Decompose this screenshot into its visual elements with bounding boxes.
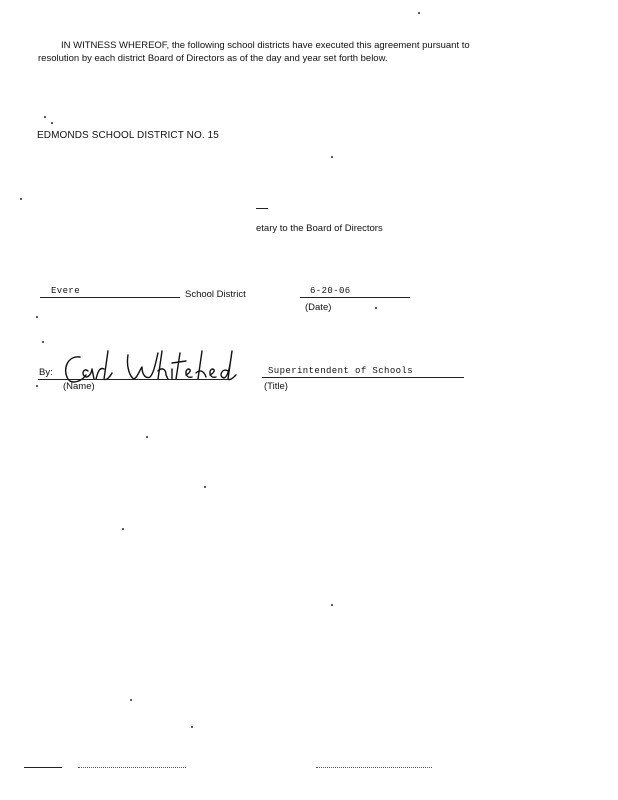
footer-rule-mid <box>78 767 186 768</box>
date-rule <box>300 297 410 298</box>
footer-rule-left <box>24 767 62 768</box>
scan-speck <box>36 316 38 318</box>
scan-speck <box>375 307 377 309</box>
scan-speck <box>51 122 53 124</box>
scan-speck <box>42 341 44 343</box>
title-rule <box>262 377 464 378</box>
title-value: Superintendent of Schools <box>268 366 414 376</box>
short-dash <box>256 208 268 209</box>
scan-speck <box>130 699 132 701</box>
title-label: (Title) <box>264 381 288 392</box>
district-suffix: School District <box>185 289 246 300</box>
name-label: (Name) <box>63 381 95 392</box>
scan-speck <box>204 486 206 488</box>
footer-rule-right <box>316 767 432 768</box>
secretary-label: etary to the Board of Directors <box>256 223 383 234</box>
witness-line-1: IN WITNESS WHEREOF, the following school districts have executed this agreement pursuant to <box>61 40 470 51</box>
scan-speck <box>122 528 124 530</box>
witness-line-2: resolution by each district Board of Directors as of the day and year set forth below. <box>38 53 388 64</box>
scan-speck <box>331 604 333 606</box>
date-value: 6-20-06 <box>310 286 351 296</box>
district-name-handwritten: Evere <box>51 286 81 296</box>
name-rule <box>38 379 228 380</box>
scan-speck <box>44 116 46 118</box>
scan-speck <box>331 156 333 158</box>
by-label: By: <box>39 367 53 378</box>
date-label: (Date) <box>305 302 332 313</box>
scan-speck <box>418 12 420 14</box>
scan-speck <box>20 198 22 200</box>
district-name-rule <box>40 297 180 298</box>
district-heading: EDMONDS SCHOOL DISTRICT NO. 15 <box>37 130 219 141</box>
scan-speck <box>36 385 38 387</box>
scan-speck <box>191 726 193 728</box>
scan-speck <box>146 436 148 438</box>
